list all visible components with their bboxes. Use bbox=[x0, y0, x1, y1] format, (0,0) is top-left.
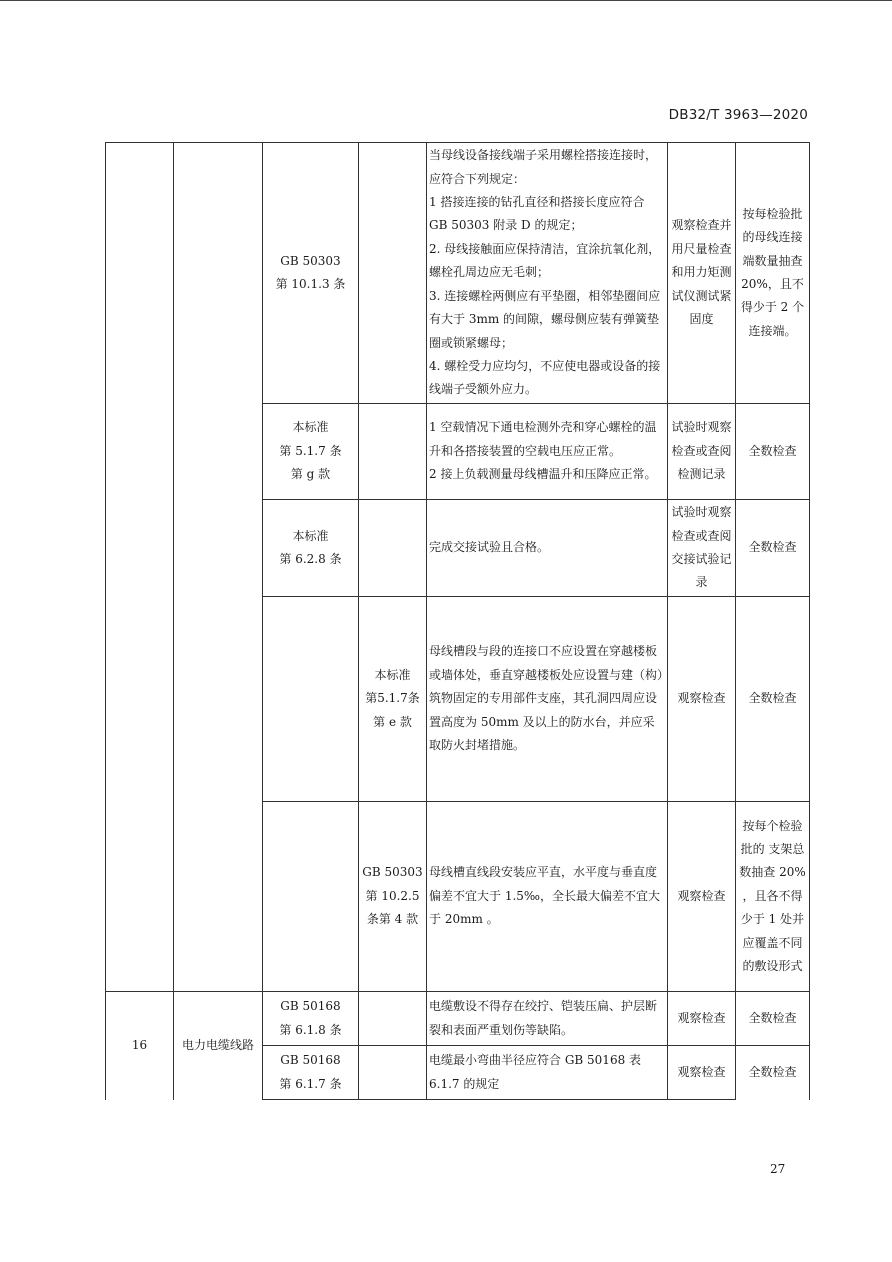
cell-paragraph: 母线槽段与段的连接口不应设置在穿越楼板或墙体处，垂直穿越楼板处应设置与建（构）筑物固定的专用部件支座，其孔洞四周应设置高度为 50mm 及以上的防水台，并应采取防火封堵措施。 bbox=[429, 644, 664, 753]
inspection-table bbox=[105, 142, 810, 1100]
cell-paragraph: 3. 连接螺栓两侧应有平垫圈，相邻垫圈间应有大于 3mm 的间隙，螺母侧应装有弹簧垫圈或锁紧螺母； bbox=[429, 288, 661, 350]
item-name-cell: 电力电缆线路 bbox=[174, 992, 263, 1100]
item-name-cell bbox=[174, 143, 263, 992]
requirement-cell bbox=[427, 500, 668, 597]
method-cell: 观察检查并用尺量检查和用力矩测试仪测试紧固度 bbox=[668, 143, 736, 404]
requirement-cell bbox=[427, 802, 668, 992]
basis-cell bbox=[263, 404, 359, 500]
cell-line: 第 6.1.7 条 bbox=[279, 1076, 342, 1091]
cell-line: GB 50303 bbox=[280, 253, 341, 268]
cell-paragraph: 2 接上负载测量母线槽温升和压降应正常。 bbox=[429, 467, 657, 482]
cell-line: 条第 4 款 bbox=[366, 912, 419, 927]
quantity-cell: 按每个检验批的 支架总数抽查 20% ，且各不得少于 1 处并应覆盖不同的敷设形式 bbox=[736, 802, 810, 992]
requirement-cell bbox=[427, 992, 668, 1046]
cell-paragraph: 电缆最小弯曲半径应符合 GB 50168 表 6.1.7 的规定 bbox=[429, 1053, 642, 1091]
cell-line: 第 10.1.3 条 bbox=[275, 277, 346, 291]
clause-cell bbox=[359, 1046, 427, 1100]
cell-line: GB 50303 bbox=[362, 865, 423, 880]
cell-line: 本标准 bbox=[292, 420, 329, 435]
cell-line: 第 6.1.8 条 bbox=[279, 1022, 342, 1037]
cell-line: 第 5.1.7 条 bbox=[279, 443, 342, 458]
document-code: DB32/T 3963—2020 bbox=[668, 107, 808, 123]
cell-line: 本标准 bbox=[374, 667, 411, 682]
basis-cell bbox=[263, 597, 359, 802]
cell-paragraph: 4. 螺栓受力应均匀，不应使电器或设备的接线端子受额外应力。 bbox=[429, 358, 661, 397]
cell-line: GB 50168 bbox=[280, 999, 341, 1014]
quantity-cell: 全数检查 bbox=[736, 597, 810, 802]
item-number-cell: 16 bbox=[106, 992, 174, 1100]
table-row bbox=[106, 992, 810, 1046]
item-number-cell bbox=[106, 143, 174, 992]
cell-paragraph: 完成交接试验且合格。 bbox=[429, 540, 550, 555]
page-number: 27 bbox=[770, 1162, 786, 1176]
cell-line: 第 e 款 bbox=[373, 714, 412, 729]
basis-cell bbox=[263, 1046, 359, 1100]
requirement-cell bbox=[427, 404, 668, 500]
cell-paragraph: 母线槽直线段安装应平直，水平度与垂直度偏差不宜大于 1.5‰，全长最大偏差不宜大于 20mm 。 bbox=[429, 865, 661, 927]
cell-paragraph: 电缆敷设不得存在绞拧、铠装压扁、护层断裂和表面严重划伤等缺陷。 bbox=[429, 999, 658, 1037]
cell-paragraph: 2. 母线接触面应保持清洁，宜涂抗氧化剂，螺栓孔周边应无毛刺； bbox=[429, 241, 661, 280]
method-cell: 观察检查 bbox=[668, 597, 736, 802]
basis-cell bbox=[263, 802, 359, 992]
basis-cell bbox=[263, 500, 359, 597]
quantity-cell: 全数检查 bbox=[736, 1046, 810, 1100]
quantity-cell: 全数检查 bbox=[736, 992, 810, 1046]
cell-paragraph: 1 搭接连接的钻孔直径和搭接长度应符合 GB 50303 附录 D 的规定； bbox=[429, 195, 645, 233]
requirement-cell bbox=[427, 597, 668, 802]
requirement-cell bbox=[427, 143, 668, 404]
cell-line: 第 6.2.8 条 bbox=[279, 552, 342, 566]
quantity-cell: 全数检查 bbox=[736, 500, 810, 597]
cell-paragraph: 当母线设备接线端子采用螺栓搭接连接时，应符合下列规定： bbox=[429, 148, 658, 186]
clause-cell bbox=[359, 143, 427, 404]
cell-line: 本标准 bbox=[292, 528, 329, 543]
cell-line: 第 g 款 bbox=[290, 467, 331, 482]
requirement-cell bbox=[427, 1046, 668, 1100]
quantity-cell: 按每检验批的母线连接端数量抽查 20%，且不得少于 2 个连接端。 bbox=[736, 143, 810, 404]
method-cell: 观察检查 bbox=[668, 802, 736, 992]
method-cell: 观察检查 bbox=[668, 1046, 736, 1100]
method-cell: 试验时观察检查或查阅交接试验记录 bbox=[668, 500, 736, 597]
clause-cell bbox=[359, 404, 427, 500]
clause-cell bbox=[359, 802, 427, 992]
table-row bbox=[106, 143, 810, 404]
method-cell: 试验时观察检查或查阅检测记录 bbox=[668, 404, 736, 500]
clause-cell bbox=[359, 992, 427, 1046]
top-rule bbox=[0, 0, 892, 1]
method-cell: 观察检查 bbox=[668, 992, 736, 1046]
basis-cell bbox=[263, 992, 359, 1046]
quantity-cell: 全数检查 bbox=[736, 404, 810, 500]
cell-paragraph: 1 空载情况下通电检测外壳和穿心螺栓的温升和各搭接装置的空载电压应正常。 bbox=[429, 420, 657, 458]
cell-line: 第 10.2.5 bbox=[365, 888, 420, 903]
clause-cell bbox=[359, 500, 427, 597]
clause-cell bbox=[359, 597, 427, 802]
basis-cell bbox=[263, 143, 359, 404]
cell-line: 第5.1.7条 bbox=[365, 691, 420, 706]
cell-line: GB 50168 bbox=[280, 1053, 341, 1068]
